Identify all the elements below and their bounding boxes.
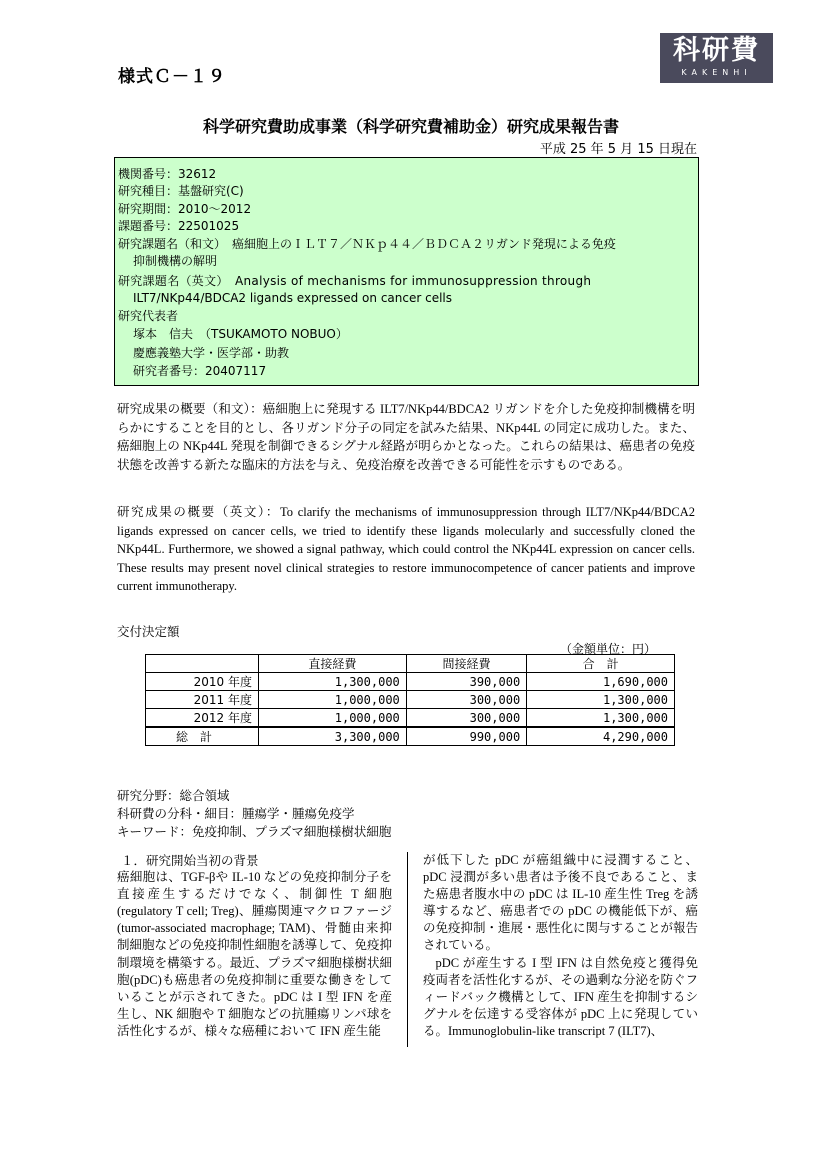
budget-row (146, 709, 675, 728)
title-en-line2: ILT7/NKp44/BDCA2 ligands expressed on cancer cells (133, 291, 453, 305)
representative-label: 研究代表者 (118, 309, 179, 323)
research-subfield: 科研費の分科・細目：腫瘍学・腫瘍免疫学 (117, 806, 355, 821)
body-right-column (423, 852, 698, 1040)
budget-total: 1,690,000 (527, 673, 675, 691)
budget-year: 2011 年度 (146, 691, 259, 709)
budget-total: 1,300,000 (527, 691, 675, 709)
logo-roman: KAKENHI (681, 68, 752, 77)
body-left-column (117, 852, 392, 1040)
body-right-text-2: pDC が産生する I 型 IFN は自然免疫と獲得免疫両者を活性化するが、その過剰な分泌を防ぐフィードバック機構として、IFN 産生を抑制するシグナルを伝達する受容体が pDC 上に発現している。Immunoglobulin-like transcript 7 (ILT7)、 (423, 955, 699, 1038)
summary-en-heading: 研究成果の概要（英文）： (117, 504, 280, 519)
kakenhi-logo (660, 33, 773, 83)
budget-direct: 1,000,000 (259, 691, 407, 709)
column-divider (407, 852, 408, 1047)
summary-en-text: To clarify the mechanisms of immunosuppression through ILT7/NKp44/BDCA2 ligands expressed on cancer cells, we tried to identify these ligands molecularly and successfully cloned the NKp44L. Furthermore, we showed a signal pathway, which could control the NKp44L expression on cancer cells. These results may present novel clinical strategies to restore immunocompetence of cancer patients and improve current immunotherapy. (117, 505, 695, 593)
budget-row (146, 691, 675, 709)
budget-year: 2010 年度 (146, 673, 259, 691)
title-en-line1: 研究課題名（英文） Analysis of mechanisms for immunosuppression through (118, 274, 592, 288)
body-right-text-1: が低下した pDC が癌組織中に浸潤すること、pDC 浸潤が多い患者は予後不良であること、また癌患者腹水中の pDC は IL-10 産生性 Treg を誘導するなど、癌患者での pDC の機能低下が、癌の免疫抑制・進展・悪性化に関与することが報告されている。 (423, 853, 699, 953)
summary-ja (117, 400, 695, 474)
researcher-number: 研究者番号：20407117 (133, 364, 267, 378)
budget-grand-indirect: 990,000 (406, 727, 526, 746)
research-field: 研究分野：総合領域 (117, 788, 230, 803)
budget-total-row (146, 727, 675, 746)
keywords: キーワード：免疫抑制、プラズマ細胞様樹状細胞 (117, 824, 392, 839)
budget-grand-direct: 3,300,000 (259, 727, 407, 746)
budget-row (146, 673, 675, 691)
budget-grand-label: 総 計 (146, 727, 259, 746)
research-type: 研究種目：基盤研究(C) (118, 184, 244, 198)
logo-kanji: 科研費 (673, 35, 760, 66)
institution-number: 機関番号：32612 (118, 167, 217, 181)
budget-indirect: 390,000 (406, 673, 526, 691)
budget-header-indirect: 間接経費 (406, 655, 526, 673)
research-period: 研究期間：2010～2012 (118, 202, 252, 216)
form-id: 様式Ｃ－１９ (118, 67, 226, 87)
title-ja-line2: 抑制機構の解明 (133, 254, 218, 268)
summary-en (117, 503, 695, 596)
representative-name: 塚本 信夫 （TSUKAMOTO NOBUO） (133, 327, 348, 341)
budget-total: 1,300,000 (527, 709, 675, 728)
summary-ja-text: 癌細胞上に発現する ILT7/NKp44/BDCA2 リガンドを介した免疫抑制機構を明らかにすることを目的とし、各リガンド分子の同定を試みた結果、NKp44L の同定に成功した。また、癌細胞上の NKp44L 発現を制御できるシグナル経路が明らかとなった。これらの結果は、癌患者の免疫状態を改善する新たな臨床的方法を与え、免疫治療を改善できる可能性を示すものである。 (117, 402, 695, 472)
summary-ja-heading: 研究成果の概要（和文）： (117, 401, 263, 416)
budget-header-direct: 直接経費 (259, 655, 407, 673)
budget-header-row (146, 655, 675, 673)
budget-header-total: 合 計 (527, 655, 675, 673)
report-date: 平成 25 年 5 月 15 日現在 (539, 142, 697, 157)
report-title: 科学研究費助成事業（科学研究費補助金）研究成果報告書 (202, 117, 619, 136)
budget-indirect: 300,000 (406, 709, 526, 728)
affiliation: 慶應義塾大学・医学部・助教 (133, 346, 290, 360)
budget-direct: 1,000,000 (259, 709, 407, 728)
budget-grand-total: 4,290,000 (527, 727, 675, 746)
budget-header-blank (146, 655, 259, 673)
budget-table (145, 654, 675, 746)
title-ja-line1: 研究課題名（和文） 癌細胞上のＩＬＴ７／ＮＫｐ４４／ＢＤＣＡ２リガンド発現による免疫 (118, 237, 616, 251)
body-left-text: 癌細胞は、TGF-βや IL-10 などの免疫抑制分子を直接産生するだけでなく、制御性 T 細胞 (regulatory T cell; Treg)、腫瘍関連マクロファージ (tumor-associated macrophage; TAM)、骨髄由来抑制細胞などの免疫抑制性細胞を誘導して、免疫抑制環境を構築する。最近、プラズマ細胞様樹状細胞(pDC)も癌患者の免疫抑制に重要な働きをしていることが示されてきた。pDC は I 型 IFN を産生し、NK 細胞や T 細胞などの抗腫瘍リンパ球を活性化するが、様々な癌種において IFN 産生能 (117, 870, 392, 1038)
project-number: 課題番号：22501025 (118, 219, 240, 233)
budget-label: 交付決定額 (117, 624, 180, 639)
budget-direct: 1,300,000 (259, 673, 407, 691)
section-heading: １．研究開始当初の背景 (121, 853, 259, 868)
budget-unit: （金額単位：円） (560, 642, 657, 656)
budget-year: 2012 年度 (146, 709, 259, 728)
budget-indirect: 300,000 (406, 691, 526, 709)
